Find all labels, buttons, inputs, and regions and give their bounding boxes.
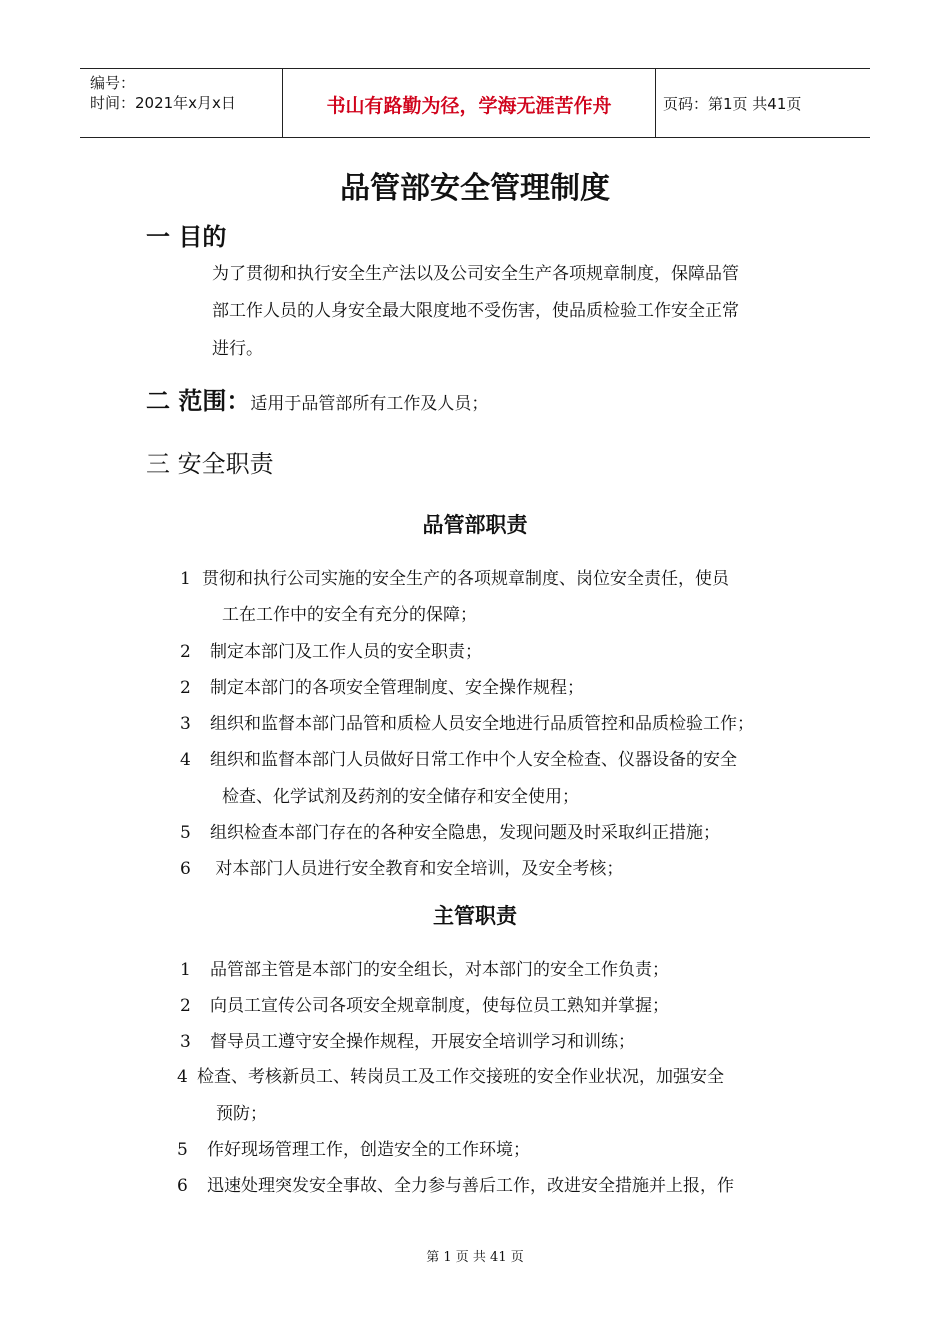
item-number: 2 (180, 678, 191, 698)
item-number: 6 (180, 859, 191, 879)
scope-text: 适用于品管部所有工作及人员； (250, 394, 489, 414)
item-text: 迅速处理突发安全事故、全力参与善后工作，改进安全措施并上报，作 (207, 1176, 734, 1196)
item-number: 2 (180, 642, 191, 662)
item-number: 1 (180, 960, 191, 980)
header-left-cell (80, 69, 282, 137)
page-footer: 第 1 页 共 41 页 (426, 1250, 524, 1265)
item-text: 组织和监督本部门人员做好日常工作中个人安全检查、仪器设备的安全 (210, 750, 737, 770)
item-text: 组织检查本部门存在的各种安全隐患，发现问题及时采取纠正措施； (210, 823, 720, 843)
section-heading-duties (146, 444, 274, 479)
item-number: 1 (180, 569, 191, 589)
supervisor-duty-item (180, 991, 669, 1016)
item-text: 检查、考核新员工、转岗员工及工作交接班的安全作业状况，加强安全 (197, 1067, 724, 1087)
item-number: 2 (180, 996, 191, 1016)
document-time-label: 时间：2021年x月x日 (90, 94, 236, 112)
dept-duty-item (180, 854, 623, 879)
purpose-line-3: 进行。 (212, 339, 263, 359)
dept-duty-item (180, 745, 737, 770)
document-code-label: 编号： (90, 74, 136, 92)
item-number: 6 (177, 1176, 188, 1196)
purpose-line-2: 部工作人员的人身安全最大限度地不受伤害，使品质检验工作安全正常 (212, 301, 739, 321)
item-text: 向员工宣传公司各项安全规章制度，使每位员工熟知并掌握； (210, 996, 669, 1016)
item-text: 制定本部门及工作人员的安全职责； (210, 642, 482, 662)
supervisor-duty-item (180, 1027, 635, 1052)
duties-heading-text: 三 安全职责 (146, 450, 274, 478)
item-text: 作好现场管理工作，创造安全的工作环境； (207, 1140, 530, 1160)
item-number: 5 (177, 1140, 188, 1160)
scope-heading-text: 二 范围： (146, 387, 251, 415)
header-right-cell (655, 69, 870, 137)
supervisor-duty-item (177, 1135, 530, 1160)
supervisor-duties-heading: 主管职责 (433, 904, 517, 928)
supervisor-duty-item (180, 955, 669, 980)
item-number: 3 (180, 714, 191, 734)
document-header (80, 68, 870, 138)
dept-duty-item (180, 818, 720, 843)
dept-duties-heading: 品管部职责 (422, 513, 528, 537)
item-text: 制定本部门的各项安全管理制度、安全操作规程； (210, 678, 584, 698)
item-text: 督导员工遵守安全操作规程，开展安全培训学习和训练； (210, 1032, 635, 1052)
section-heading-purpose: 一 目的 (146, 223, 227, 251)
dept-duty-item (180, 673, 584, 698)
item-number: 3 (180, 1032, 191, 1052)
item-text: 对本部门人员进行安全教育和安全培训，及安全考核； (210, 859, 624, 879)
dept-duty-item (180, 637, 482, 662)
header-motto: 书山有路勤为径，学海无涯苦作舟 (326, 95, 612, 117)
item-text: 组织和监督本部门品管和质检人员安全地进行品质管控和品质检验工作； (210, 714, 754, 734)
document-title: 品管部安全管理制度 (340, 171, 610, 206)
dept-duty-item (180, 709, 754, 734)
supervisor-duty-item-continuation: 预防； (216, 1104, 267, 1124)
item-number: 5 (180, 823, 191, 843)
section-heading-scope (146, 381, 488, 416)
dept-duty-item-continuation: 检查、化学试剂及药剂的安全储存和安全使用； (222, 787, 579, 807)
supervisor-duty-item (177, 1171, 734, 1196)
item-number: 4 (180, 750, 191, 770)
header-middle-cell (282, 69, 656, 137)
item-text: 品管部主管是本部门的安全组长，对本部门的安全工作负责； (210, 960, 669, 980)
header-page-info: 页码：第1页 共41页 (663, 95, 802, 113)
dept-duty-item (180, 564, 729, 589)
purpose-line-1: 为了贯彻和执行安全生产法以及公司安全生产各项规章制度，保障品管 (212, 264, 739, 284)
supervisor-duty-item (177, 1062, 724, 1087)
dept-duty-item-continuation: 工在工作中的安全有充分的保障； (222, 605, 477, 625)
item-number: 4 (177, 1067, 188, 1087)
item-text: 贯彻和执行公司实施的安全生产的各项规章制度、岗位安全责任，使员 (202, 569, 729, 589)
